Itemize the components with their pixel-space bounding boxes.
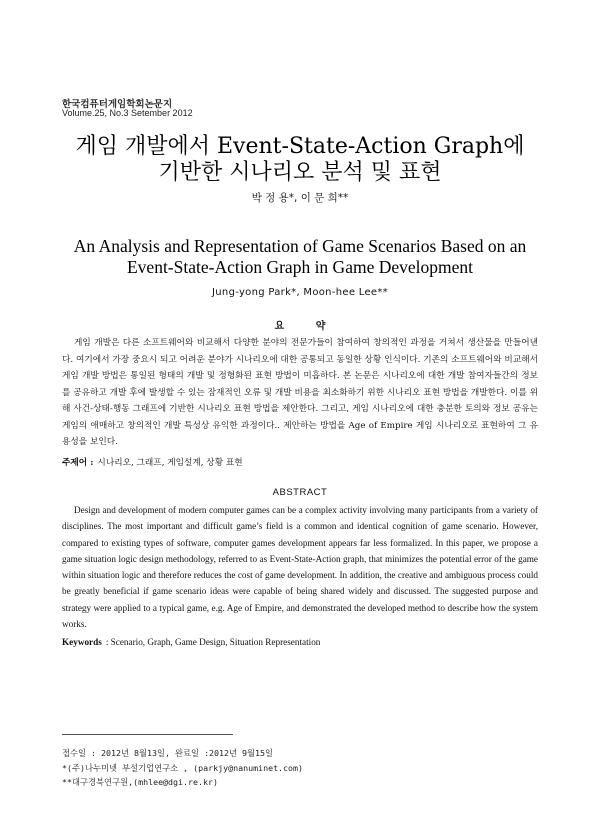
- footnote-author-1: *(주)나누미넷 부설기업연구소 , (parkjy@nanuminet.com): [62, 763, 304, 773]
- korean-title-line-2: 기반한 시나리오 분석 및 표현: [158, 160, 442, 185]
- english-title-line-2: Event-State-Action Graph in Game Development: [126, 257, 473, 277]
- english-keywords-label: Keywords: [62, 637, 102, 647]
- korean-keywords-list: 시나리오, 그래프, 게임설계, 상황 표현: [97, 458, 243, 468]
- footnote-divider: [62, 734, 233, 735]
- korean-abstract: [62, 335, 538, 451]
- journal-volume: Volume.25, No.3 Setember 2012: [62, 108, 193, 118]
- korean-abstract-heading: 요 약: [274, 321, 340, 332]
- korean-keywords: [62, 456, 243, 468]
- footnote-received: 접수일 : 2012년 8월13일, 완료일 :2012년 9월15일: [62, 748, 274, 758]
- english-abstract: [62, 502, 538, 632]
- english-keywords-list: : Scenario, Graph, Game Design, Situation Representation: [105, 637, 321, 647]
- english-keywords: [62, 637, 320, 647]
- footnote-author-2: **대구경북연구원,(mhlee@dgi.re.kr): [62, 777, 219, 787]
- english-authors: Jung-yong Park*, Moon-hee Lee**: [212, 287, 388, 298]
- english-title-line-1: An Analysis and Representation of Game Scenarios Based on an: [73, 236, 527, 256]
- korean-authors: 박 정 용*, 이 문 희**: [251, 192, 349, 204]
- journal-name: 한국컴퓨터게임학회논문지: [62, 99, 173, 110]
- korean-title-line-1: 게임 개발에서 Event-State-Action Graph에: [75, 134, 525, 159]
- korean-keywords-label: 주제어 :: [62, 458, 94, 468]
- korean-abstract-text: 게임 개발은 다른 소프트웨어와 비교해서 다양한 분야의 전문가들이 참여하여 창의적인 과정을 거쳐서 생산물을 만들어낸다. 여기에서 가장 중요시 되고 어려운 분야가 시나리오에 대한 공통되고 동일한 상황 인식이다. 기존의 소프트웨어와 비교해서 게임 개발 방법은 통일된 형태의 개발 및 정형화된 표현 방법이 미흡하다. 본 논문은 시나리오에 대한 개발 참여자들간의 정보를 공유하고 개발 후에 발생할 수 있는 잠재적인 오류 및 개발 비용을 최소화하기 위한 시나리오 표현 방법을 개발한다. 이를 위해 사건-상태-행동 그래프에 기반한 시나리오 표현 방법을 제안한다. 그리고, 게임 시나리오에 대한 충분한 토의와 정보 공유는 게임의 애매하고 창의적인 개발 특성상 유익한 과정이다.. 제안하는 방법을 Age of Empire 게임 시나리오로 표현하여 그 유용성을 보인다.: [62, 338, 538, 447]
- english-abstract-text: Design and development of modern computer games can be a complex activity involving many participants from a variety of disciplines. The most important and difficult game’s field is a common and identical cognition of game scenario. However, compared to existing types of software, computer games development appears far less formalized. In this paper, we propose a game situation logic design methodology, referred to as Event-State-Action graph, that minimizes the potential error of the game within situation logic and therefore reduces the cost of game development. In addition, the creative and ambiguous process could be greatly beneficial if game scenario ideas were capable of being shared widely and discussed. The suggested purpose and strategy were applied to a typical game, e.g. Age of Empire, and demonstrated the developed method to describe how the system works.: [62, 505, 538, 630]
- english-abstract-heading: ABSTRACT: [272, 487, 328, 498]
